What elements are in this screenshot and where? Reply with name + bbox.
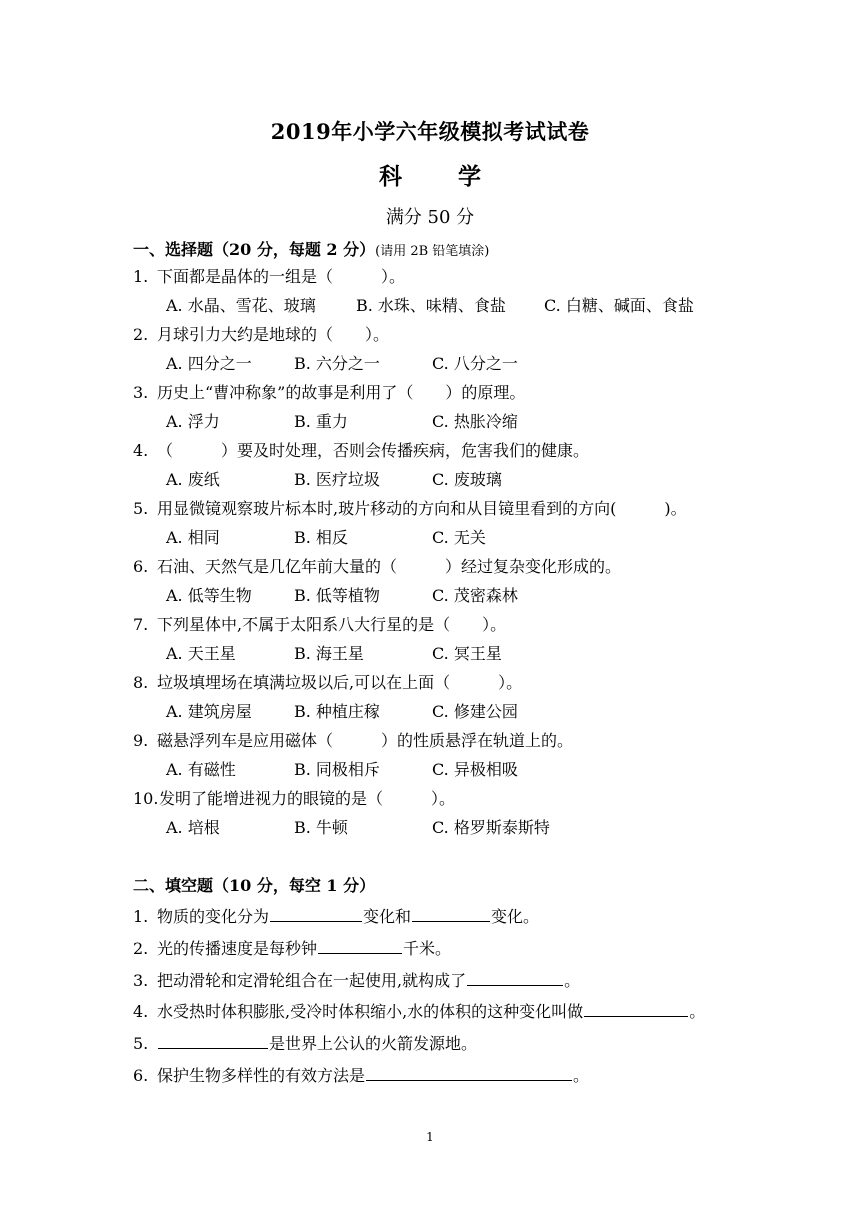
- question-text: 垃圾填埋场在填满垃圾以后,可以在上面（: [157, 673, 451, 692]
- fill-question: [133, 968, 580, 991]
- question-text: 保护生物多样性的有效方法是: [157, 1066, 366, 1085]
- answer-parenthesis[interactable]: [173, 438, 221, 461]
- option-c[interactable]: C. 废玻璃: [432, 470, 502, 489]
- question-text: 石油、天然气是几亿年前大量的（: [157, 557, 398, 576]
- option-c[interactable]: C. 冥王星: [432, 644, 502, 663]
- section-heading-choice: [133, 237, 489, 260]
- option-b[interactable]: B. 重力: [294, 412, 348, 431]
- question-text: 下列星体中,不属于太阳系八大行星的是（: [157, 615, 451, 634]
- question-number: 3.: [133, 383, 149, 402]
- options-row: [166, 583, 766, 605]
- question-text: 水受热时体积膨胀,受冷时体积缩小,水的体积的这种变化叫做: [157, 1002, 584, 1021]
- option-b[interactable]: B. 医疗垃圾: [294, 470, 380, 489]
- choice-question: [133, 728, 573, 751]
- question-number: 8.: [133, 673, 149, 692]
- answer-parenthesis[interactable]: [383, 786, 431, 809]
- question-number: 10.: [133, 789, 159, 808]
- question-text: 变化和: [363, 907, 412, 926]
- option-c[interactable]: C. 异极相吸: [432, 760, 518, 779]
- choice-question: [133, 322, 389, 345]
- subject-title: 科 学: [378, 163, 505, 190]
- fill-question: [133, 1063, 589, 1086]
- option-b[interactable]: B. 种植庄稼: [294, 702, 380, 721]
- question-text: 物质的变化分为: [157, 907, 270, 926]
- question-number: 2.: [133, 939, 149, 958]
- question-number: 1.: [133, 907, 149, 926]
- options-row: [166, 757, 766, 779]
- choice-question: [133, 264, 405, 287]
- answer-parenthesis[interactable]: [333, 264, 381, 287]
- option-a[interactable]: A. 相同: [166, 528, 220, 547]
- question-text: 光的传播速度是每秒钟: [157, 939, 318, 958]
- answer-parenthesis[interactable]: [333, 728, 381, 751]
- answer-parenthesis[interactable]: [333, 322, 365, 345]
- option-a[interactable]: A. 建筑房屋: [166, 702, 252, 721]
- option-c[interactable]: C. 无关: [432, 528, 486, 547]
- option-c[interactable]: C. 热胀冷缩: [432, 412, 518, 431]
- section-heading-text: 二、填空题（10 分，每空 1 分）: [133, 876, 376, 895]
- question-number: 1.: [133, 267, 149, 286]
- question-number: 5.: [133, 499, 149, 518]
- question-text: ）要及时处理，否则会传播疾病，危害我们的健康。: [221, 441, 590, 460]
- option-a[interactable]: A. 培根: [166, 818, 220, 837]
- options-row: [166, 351, 766, 373]
- fill-question: [133, 999, 705, 1022]
- option-a[interactable]: A. 废纸: [166, 470, 220, 489]
- section-heading-fill: [133, 873, 375, 896]
- option-b[interactable]: B. 同极相斥: [294, 760, 380, 779]
- option-c[interactable]: C. 格罗斯泰斯特: [432, 818, 550, 837]
- option-b[interactable]: B. 牛顿: [294, 818, 348, 837]
- option-a[interactable]: A. 天王星: [166, 644, 236, 663]
- question-text: ）。: [365, 325, 390, 344]
- question-number: 7.: [133, 615, 149, 634]
- section-note: (请用 2B 铅笔填涂): [375, 244, 490, 259]
- option-b[interactable]: B. 海王星: [294, 644, 364, 663]
- question-text: 千米。: [403, 939, 452, 958]
- answer-blank[interactable]: [158, 1032, 268, 1049]
- section-heading-text: 一、选择题（20 分，每题 2 分）: [133, 240, 376, 259]
- fill-question: [133, 904, 539, 927]
- question-text: 下面都是晶体的一组是（: [157, 267, 334, 286]
- options-row: [166, 641, 766, 663]
- exam-title: 2019年小学六年级模拟考试试卷: [270, 119, 590, 144]
- option-a[interactable]: A. 浮力: [166, 412, 220, 431]
- question-text: （: [157, 441, 174, 460]
- question-text: 。: [564, 971, 581, 990]
- options-row: [166, 525, 766, 547]
- option-a[interactable]: A. 四分之一: [166, 354, 252, 373]
- question-text: )。: [664, 499, 687, 518]
- choice-question: [133, 612, 506, 635]
- answer-parenthesis[interactable]: [397, 554, 445, 577]
- choice-question: [133, 380, 525, 403]
- option-b[interactable]: B. 六分之一: [294, 354, 380, 373]
- question-text: ）。: [431, 789, 456, 808]
- option-b[interactable]: B. 相反: [294, 528, 348, 547]
- options-row: [166, 409, 766, 431]
- answer-blank[interactable]: [467, 969, 563, 986]
- question-text: 。: [689, 1002, 706, 1021]
- options-row: [166, 293, 766, 315]
- question-number: 5.: [133, 1034, 149, 1053]
- question-number: 4.: [133, 1002, 149, 1021]
- answer-blank[interactable]: [270, 905, 362, 922]
- question-text: ）的原理。: [445, 383, 526, 402]
- question-number: 2.: [133, 325, 149, 344]
- question-text: ）的性质悬浮在轨道上的。: [381, 731, 574, 750]
- question-text: 是世界上公认的火箭发源地。: [269, 1034, 478, 1053]
- question-text: 把动滑轮和定滑轮组合在一起使用,就构成了: [157, 971, 467, 990]
- question-text: ）经过复杂变化形成的。: [445, 557, 622, 576]
- option-a[interactable]: A. 水晶、雪花、玻璃: [166, 296, 316, 315]
- answer-parenthesis[interactable]: [616, 496, 664, 519]
- option-b[interactable]: B. 低等植物: [294, 586, 380, 605]
- choice-question: [133, 786, 455, 809]
- question-number: 3.: [133, 971, 149, 990]
- choice-question: [133, 496, 687, 519]
- question-text: 月球引力大约是地球的（: [157, 325, 334, 344]
- page-number: 1: [426, 1130, 434, 1144]
- fill-question: [133, 1031, 477, 1054]
- option-c[interactable]: C. 八分之一: [432, 354, 518, 373]
- question-text: ）。: [498, 673, 523, 692]
- question-text: 。: [573, 1066, 590, 1085]
- answer-blank[interactable]: [366, 1064, 572, 1081]
- full-score: 满分 50 分: [385, 207, 475, 228]
- answer-blank[interactable]: [318, 937, 402, 954]
- question-text: ）。: [381, 267, 406, 286]
- answer-parenthesis[interactable]: [413, 380, 445, 403]
- option-c[interactable]: C. 白糖、碱面、食盐: [544, 296, 694, 315]
- answer-blank[interactable]: [412, 905, 490, 922]
- question-number: 9.: [133, 731, 149, 750]
- option-b[interactable]: B. 水珠、味精、食盐: [356, 296, 506, 315]
- choice-question: [133, 670, 522, 693]
- options-row: [166, 699, 766, 721]
- answer-parenthesis[interactable]: [450, 612, 482, 635]
- question-text: ）。: [482, 615, 507, 634]
- question-text: 发明了能增进视力的眼镜的是（: [159, 789, 384, 808]
- option-c[interactable]: C. 茂密森林: [432, 586, 518, 605]
- question-text: 变化。: [491, 907, 540, 926]
- question-text: 历史上“曹冲称象”的故事是利用了（: [157, 383, 414, 402]
- question-number: 6.: [133, 557, 149, 576]
- options-row: [166, 467, 766, 489]
- fill-question: [133, 936, 451, 959]
- answer-blank[interactable]: [584, 1000, 688, 1017]
- option-a[interactable]: A. 有磁性: [166, 760, 236, 779]
- choice-question: [133, 554, 621, 577]
- option-c[interactable]: C. 修建公园: [432, 702, 518, 721]
- option-a[interactable]: A. 低等生物: [166, 586, 252, 605]
- choice-question: [133, 438, 589, 461]
- question-text: 磁悬浮列车是应用磁体（: [157, 731, 334, 750]
- answer-parenthesis[interactable]: [450, 670, 498, 693]
- question-text: 用显微镜观察玻片标本时,玻片移动的方向和从目镜里看到的方向(: [157, 499, 617, 518]
- question-number: 4.: [133, 441, 149, 460]
- question-number: 6.: [133, 1066, 149, 1085]
- options-row: [166, 815, 766, 837]
